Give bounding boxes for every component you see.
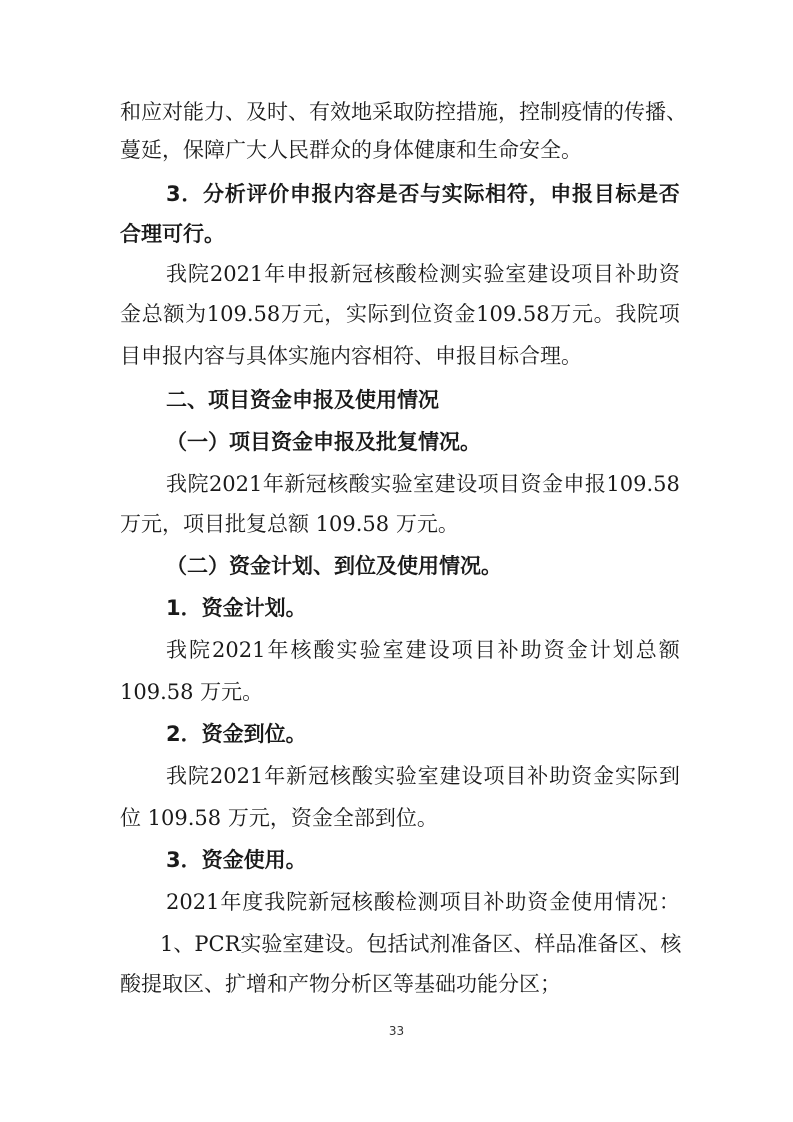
body-line: 我 院 2021 年 申 报 新 冠 核 酸 检 测 实 验 室 建 设 项 目 补 助 资 (166, 262, 680, 286)
body-line: 我 院 2021 年 新 冠 核 酸 实 验 室 建 设 项 目 补 助 资 金 实 际 到 (166, 764, 680, 788)
body-line: 109.58 万元。 (120, 680, 264, 704)
item-heading: 1．资金计划。 (166, 596, 307, 620)
body-line: 目申报内容与具体实施内容相符、申报目标合理。 (120, 344, 582, 368)
body-line: 和 应 对 能 力 、 及 时 、 有 效 地 采 取 防 控 措 施 ， 控 制 疫 情 的 传 播 、 (120, 100, 687, 124)
list-item-continued: 酸提取区、扩增和产物分析区等基础功能分区； (120, 972, 561, 996)
body-line: 蔓延，保障广大人民群众的身体健康和生命安全。 (120, 138, 582, 162)
body-line: 我 院 2021 年 核 酸 实 验 室 建 设 项 目 补 助 资 金 计 划 总 额 (166, 638, 680, 662)
subsection-heading-continued: 合理可行。 (120, 222, 225, 246)
page-number: 33 (388, 1024, 405, 1038)
body-line: 万元，项目批复总额 109.58 万元。 (120, 512, 459, 536)
body-line: 2021 年 度 我 院 新 冠 核 酸 检 测 项 目 补 助 资 金 使 用 情 况 ： (166, 890, 680, 914)
subsection-heading: （一）项目资金申报及批复情况。 (166, 430, 481, 454)
subsection-heading: （二）资金计划、到位及使用情况。 (166, 554, 502, 578)
section-heading: 二、项目资金申报及使用情况 (166, 388, 439, 412)
subsection-heading: 3 ． 分 析 评 价 申 报 内 容 是 否 与 实 际 相 符 ， 申 报 目 标 是 否 (166, 182, 680, 206)
item-heading: 2．资金到位。 (166, 722, 307, 746)
body-line: 金 总 额 为 109.58 万 元 ， 实 际 到 位 资 金 109.58 万 元 。 我 院 项 (120, 302, 680, 326)
body-line: 位 109.58 万元，资金全部到位。 (120, 806, 438, 830)
body-line: 我 院 2021 年 新 冠 核 酸 实 验 室 建 设 项 目 资 金 申 报 109.58 (166, 472, 680, 496)
item-heading: 3．资金使用。 (166, 848, 307, 872)
list-item: 1 、 PCR 实 验 室 建 设 。 包 括 试 剂 准 备 区 、 样 品 准 备 区 、 核 (160, 932, 682, 956)
